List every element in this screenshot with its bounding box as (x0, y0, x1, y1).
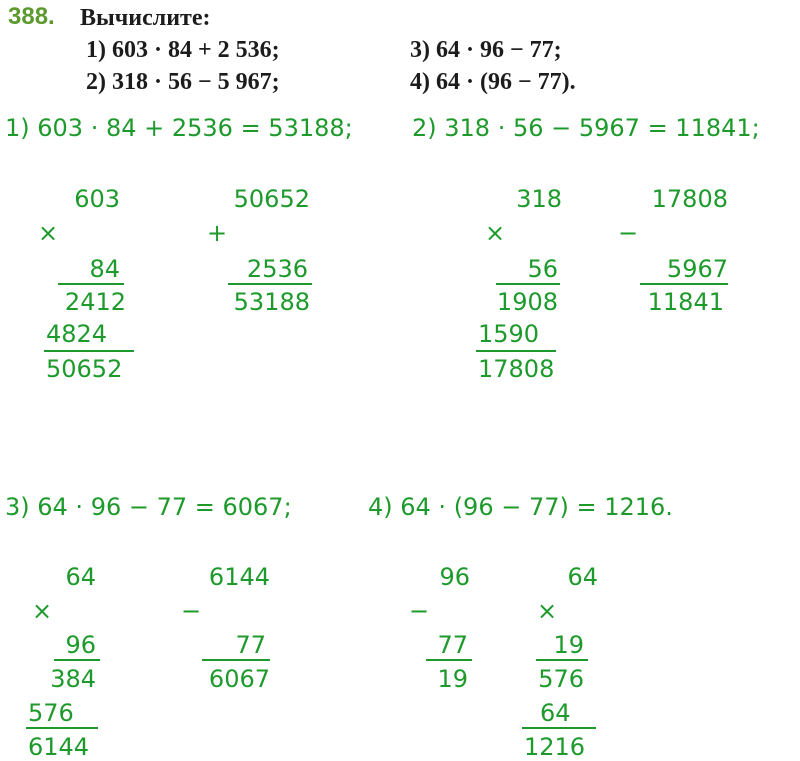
calc-3a-top: 64 (65, 563, 96, 591)
calc-2b-bottom: 5967 (666, 255, 728, 283)
calc-2a-bottom: 56 (527, 255, 558, 283)
calc-2a-operator: × (485, 219, 506, 247)
calc-3a-line-2 (26, 727, 98, 729)
calc-2a-line-2 (476, 350, 556, 352)
calc-1b-line (228, 283, 312, 285)
calc-4b-partial-1: 576 (538, 665, 584, 693)
calc-1a-line-1 (58, 283, 124, 285)
calc-2a-line-1 (496, 283, 560, 285)
calc-4b-line-1 (536, 659, 588, 661)
problem-number: 388. (8, 3, 55, 30)
calc-4b-top: 64 (567, 563, 598, 591)
instruction: Вычислите: (80, 5, 211, 31)
equation-1: 1) 603 · 84 + 2536 = 53188; (5, 114, 353, 142)
task-item-1: 1) 603 · 84 + 2 536; (86, 37, 280, 63)
calc-3b-operator: − (181, 597, 202, 625)
calc-4a-operator: − (409, 597, 430, 625)
calc-4b-bottom: 19 (553, 631, 584, 659)
calc-1a-top: 603 (74, 185, 120, 213)
calc-2b-operator: − (618, 219, 639, 247)
calc-1a-bottom: 84 (89, 255, 120, 283)
calc-3a-result: 6144 (28, 733, 90, 761)
calc-4a-line (426, 659, 472, 661)
task-item-2: 2) 318 · 56 − 5 967; (86, 69, 280, 95)
equation-2: 2) 318 · 56 − 5967 = 11841; (412, 114, 760, 142)
calc-4b-result: 1216 (524, 733, 586, 761)
calc-4b-line-2 (522, 727, 596, 729)
task-item-4: 4) 64 · (96 − 77). (410, 69, 576, 95)
calc-4b-operator: × (537, 597, 558, 625)
calc-3a-partial-2: 576 (28, 699, 74, 727)
calc-2a-partial-2: 1590 (478, 320, 540, 348)
equation-4: 4) 64 · (96 − 77) = 1216. (368, 493, 673, 521)
calc-1b-top: 50652 (233, 185, 310, 213)
task-item-3: 3) 64 · 96 − 77; (410, 37, 562, 63)
calc-1a-result: 50652 (46, 355, 123, 383)
calc-3b-top: 6144 (208, 563, 270, 591)
calc-1b-bottom: 2536 (246, 255, 308, 283)
calc-1a-line-2 (44, 350, 134, 352)
calc-1b-result: 53188 (233, 288, 310, 316)
calc-3a-partial-1: 384 (50, 665, 96, 693)
calc-1a-partial-1: 2412 (64, 288, 126, 316)
calc-2b-top: 17808 (651, 185, 728, 213)
calc-2a-partial-1: 1908 (496, 288, 558, 316)
calc-3a-line-1 (54, 659, 100, 661)
calc-3a-operator: × (32, 597, 53, 625)
calc-2a-top: 318 (516, 185, 562, 213)
calc-1b-operator: + (207, 219, 228, 247)
calc-4a-bottom: 77 (437, 631, 468, 659)
calc-2b-line (640, 283, 728, 285)
calc-2b-result: 11841 (647, 288, 724, 316)
calc-3b-result: 6067 (208, 665, 270, 693)
calc-4b-partial-2: 64 (540, 699, 571, 727)
calc-4a-top: 96 (439, 563, 470, 591)
calc-3b-bottom: 77 (235, 631, 266, 659)
calc-1a-operator: × (38, 219, 59, 247)
calc-4a-result: 19 (437, 665, 468, 693)
calc-1a-partial-2: 4824 (46, 320, 108, 348)
calc-3a-bottom: 96 (65, 631, 96, 659)
calc-3b-line (202, 659, 270, 661)
equation-3: 3) 64 · 96 − 77 = 6067; (5, 493, 292, 521)
calc-2a-result: 17808 (478, 355, 555, 383)
